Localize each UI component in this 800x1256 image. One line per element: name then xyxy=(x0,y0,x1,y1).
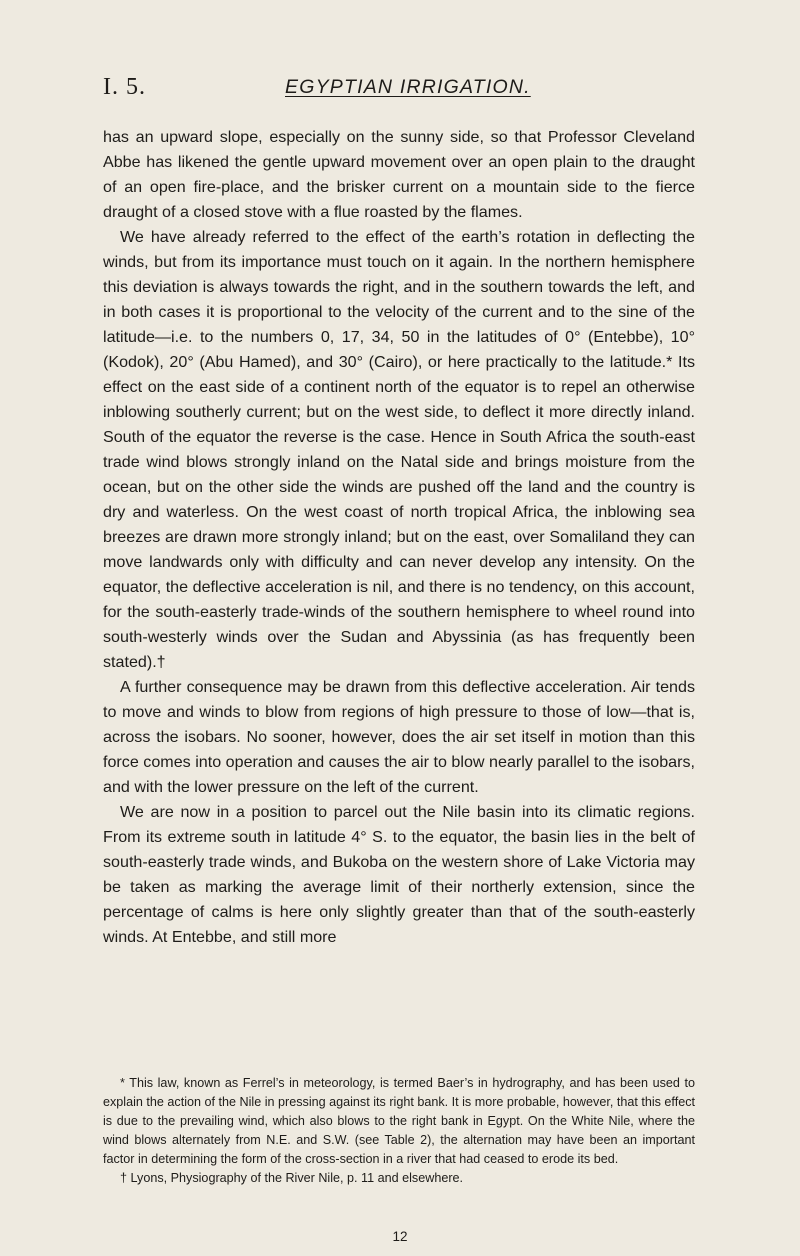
paragraph-deflective-acceleration: A further consequence may be drawn from this deflective acceleration. Air tends to move and winds to blow from regions of high pressure to those of low—that is, across the isobars. No sooner, however, does the air set itself in motion than this force comes into operation and causes the air to blow nearly parallel to the isobars, and with the lower pressure on the left of the current. xyxy=(103,678,695,796)
footnote-star: * This law, known as Ferrel’s in meteorology, is termed Baer’s in hydrography, and has been used to explain the action of the Nile in pressing against its right bank. It is more probable, however, that this effect is due to the prevailing wind, which also blows to the right bank in Egypt. On the White Nile, where the wind blows alternately from N.E. and S.W. (see Table 2), the alternation may have been an important factor in determining the form of the cross-section in a river that had ceased to erode its bed. xyxy=(103,1076,696,1166)
section-number: I. 5. xyxy=(103,74,146,100)
footnotes xyxy=(103,1074,695,1187)
body-text xyxy=(103,125,695,950)
paragraph-climatic-regions: We are now in a position to parcel out the Nile basin into its climatic regions. From its extreme south in latitude 4° S. to the equator, the basin lies in the belt of south-easterly trade winds, and Bukoba on the western shore of Lake Victoria may be taken as marking the average limit of their northerly extension, since the percentage of calms is here only slightly greater than that of the south-easterly winds. At Entebbe, and still more xyxy=(103,803,695,946)
page-number: 12 xyxy=(392,1229,408,1244)
running-header xyxy=(103,74,693,108)
paragraph-earth-rotation: We have already referred to the effect of the earth’s rotation in deflecting the winds, but from its importance must touch on it again. In the northern hemisphere this deviation is always towards the right, and in the southern towards the left, and in both cases it is proportional to the velocity of the current and to the sine of the latitude—i.e. to the numbers 0, 17, 34, 50 in the latitudes of 0° (Entebbe), 10° (Kodok), 20° (Abu Hamed), and 30° (Cairo), or here practically to the latitude.* Its effect on the east side of a continent north of the equator is to repel an otherwise inblowing southerly current; but on the west side, to deflect it more directly inland. South of the equator the reverse is the case. Hence in South Africa the south-east trade wind blows strongly inland on the Natal side and brings moisture from the ocean, but on the other side the winds are pushed off the land and the country is dry and waterless. On the west coast of north tropical Africa, the inblowing sea breezes are drawn more strongly inland; but on the east, over Somaliland they can move landwards only with difficulty and can never develop any intensity. On the equator, the deflective acceleration is nil, and there is no tendency, on this account, for the south-easterly trade-winds of the southern hemisphere to wheel round into south-westerly winds over the Sudan and Abyssinia (as has frequently been stated).† xyxy=(103,228,695,671)
paragraph-continuation: has an upward slope, especially on the sunny side, so that Professor Cleveland Abbe has likened the gentle upward movement over an open plain to the draught of an open fire-place, and the brisker current on a mountain side to the fierce draught of a closed stove with a flue roasted by the flames. xyxy=(103,128,695,221)
running-title: EGYPTIAN IRRIGATION. xyxy=(285,76,531,98)
footnote-dagger: † Lyons, Physiography of the River Nile, p. 11 and elsewhere. xyxy=(120,1170,464,1185)
